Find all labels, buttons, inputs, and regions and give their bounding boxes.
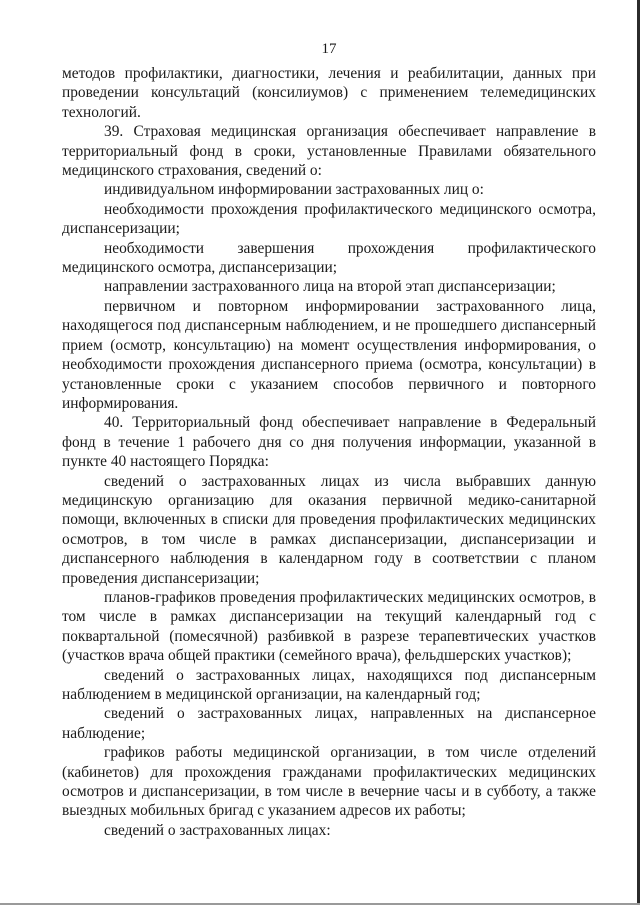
paragraph-work-schedules: графиков работы медицинской организации, в том числе отделений (кабинетов) для прохождения гражданами профилактических медицинских осмотров и диспансеризации, в том числе в вечерние часы и в субботу, а также выездных мобильных бригад с указанием адресов их работы; <box>62 744 596 820</box>
paragraph-directed-observation: сведений о застрахованных лицах, направленных на диспансерное наблюдение; <box>62 705 596 742</box>
paragraph-individual-informing: индивидуальном информировании застрахованных лиц о: <box>104 181 484 199</box>
paragraph-item-39: 39. Страховая медицинская организация обеспечивает направление в территориальный фонд в сроки, установленные Правилами обязательного медицинского страхования, сведений о: <box>62 123 596 180</box>
paragraph-second-stage: направлении застрахованного лица на второй этап диспансеризации; <box>104 278 556 296</box>
paragraph-need-complete-checkup: необходимости завершения прохождения профилактического медицинского осмотра, диспансеризации; <box>62 239 596 277</box>
paragraph-dispensary-observation: сведений о застрахованных лицах, находящихся под диспансерным наблюдением в медицинской организации, на календарный год; <box>62 666 596 703</box>
paragraph-schedule-plans: планов-графиков проведения профилактических медицинских осмотров, в том числе в рамках диспансеризации на текущий календарный год с поквартальной (помесячной) разбивкой в разрезе терапевтических участков (участков врача общей практики (семейного врача), фельдшерских участков); <box>62 588 596 665</box>
paragraph-need-checkup: необходимости прохождения профилактического медицинского осмотра, диспансеризации; <box>62 200 596 238</box>
paragraph-item-40: 40. Территориальный фонд обеспечивает направление в Федеральный фонд в течение 1 рабочего дня со дня получения информации, указанной в пункте 40 настоящего Порядка: <box>62 414 596 471</box>
paragraph-primary-repeat-informing: первичном и повторном информировании застрахованного лица, находящегося под диспансерным наблюдением, и не прошедшего диспансерный прием (осмотр, консультацию) на момент осуществления информирования, о необходимости прохождения диспансерного приема (осмотра, консультации) в установленные сроки с указанием способов первичного и повторного информирования. <box>62 297 596 412</box>
paragraph-continuation: методов профилактики, диагностики, лечения и реабилитации, данных при проведении консультаций (консилиумов) с применением телемедицинских технологий. <box>62 65 596 121</box>
page-number: 17 <box>321 41 337 57</box>
document-body <box>62 64 596 840</box>
paragraph-insured-lists: сведений о застрахованных лицах из числа выбравших данную медицинскую организацию для оказания первичной медико-санитарной помощи, включенных в списки для проведения профилактических медицинских осмотров, в том числе в рамках диспансеризации, диспансеризации и диспансерного наблюдения в календарном году в соответствии с планом проведения диспансеризации; <box>62 472 596 587</box>
paragraph-insured-persons: сведений о застрахованных лицах: <box>104 821 331 839</box>
